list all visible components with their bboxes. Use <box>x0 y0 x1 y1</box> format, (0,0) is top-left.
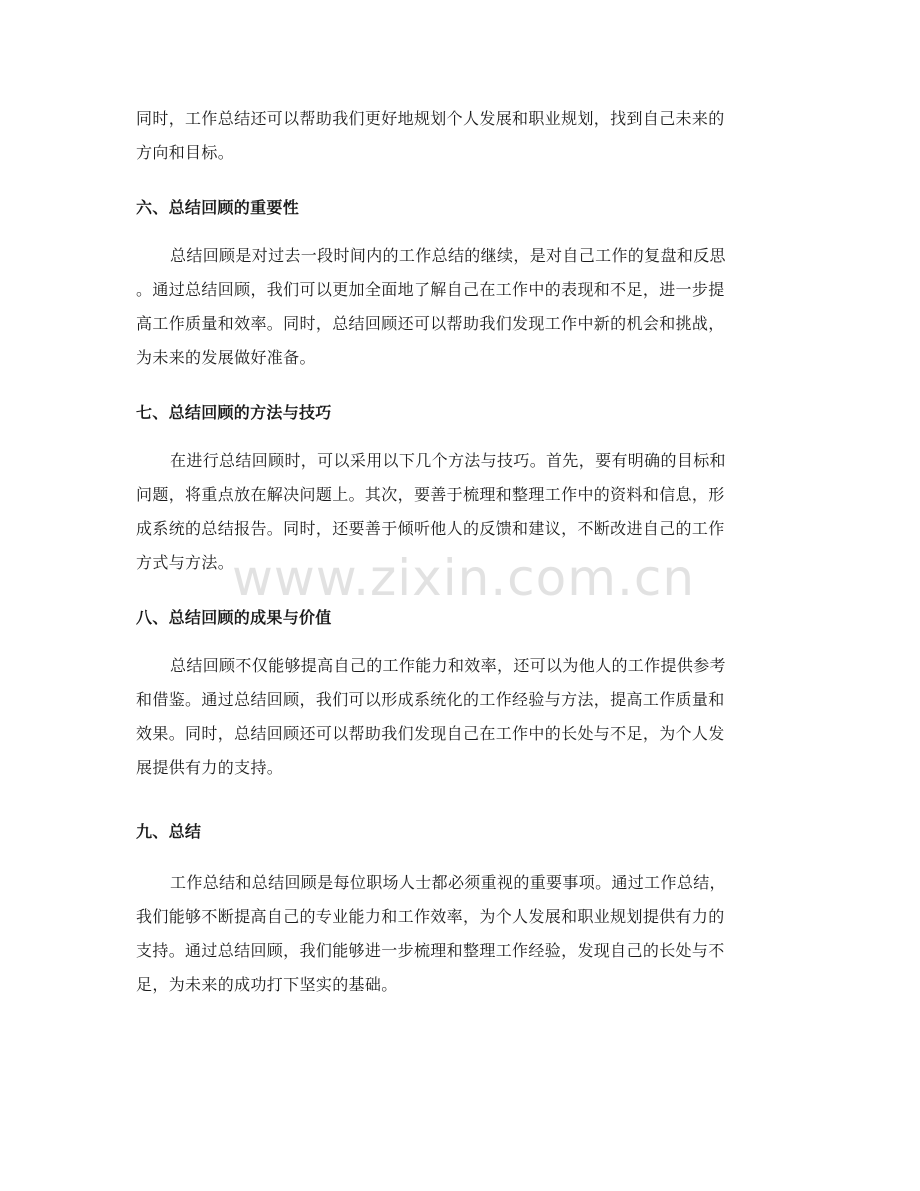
paragraph-line: 。通过总结回顾，我们可以更加全面地了解自己在工作中的表现和不足，进一步提 <box>136 280 725 299</box>
section-7-heading: 七、总结回顾的方法与技巧 <box>136 403 332 422</box>
paragraph-line: 方向和目标。 <box>136 143 235 162</box>
paragraph-line: 为未来的发展做好准备。 <box>136 348 316 367</box>
paragraph-line: 效果。同时，总结回顾还可以帮助我们发现自己在工作中的长处与不足，为个人发 <box>136 724 725 743</box>
section-6-heading: 六、总结回顾的重要性 <box>136 198 300 217</box>
section-8-paragraph <box>136 649 786 785</box>
paragraph-line: 展提供有力的支持。 <box>136 758 284 777</box>
intro-paragraph <box>136 102 786 170</box>
paragraph-line: 总结回顾是对过去一段时间内的工作总结的继续，是对自己工作的复盘和反思 <box>170 246 726 265</box>
paragraph-line: 在进行总结回顾时，可以采用以下几个方法与技巧。首先，要有明确的目标和 <box>170 451 726 470</box>
paragraph-line: 问题，将重点放在解决问题上。其次，要善于梳理和整理工作中的资料和信息，形 <box>136 485 725 504</box>
paragraph-line: 和借鉴。通过总结回顾，我们可以形成系统化的工作经验与方法，提高工作质量和 <box>136 690 725 709</box>
watermark: www.zixin.com.cn <box>232 549 696 607</box>
section-9-paragraph <box>136 866 786 1002</box>
paragraph-line: 工作总结和总结回顾是每位职场人士都必须重视的重要事项。通过工作总结， <box>170 873 726 892</box>
section-8-heading: 八、总结回顾的成果与价值 <box>136 608 332 627</box>
paragraph-line: 我们能够不断提高自己的专业能力和工作效率，为个人发展和职业规划提供有力的 <box>136 907 725 926</box>
section-9-heading: 九、总结 <box>136 822 202 841</box>
paragraph-line: 总结回顾不仅能够提高自己的工作能力和效率，还可以为他人的工作提供参考 <box>170 656 726 675</box>
paragraph-line: 成系统的总结报告。同时，还要善于倾听他人的反馈和建议，不断改进自己的工作 <box>136 519 725 538</box>
paragraph-line: 足，为未来的成功打下坚实的基础。 <box>136 975 398 994</box>
paragraph-line: 高工作质量和效率。同时，总结回顾还可以帮助我们发现工作中新的机会和挑战， <box>136 314 725 333</box>
paragraph-line: 方式与方法。 <box>136 553 235 572</box>
paragraph-line: 同时，工作总结还可以帮助我们更好地规划个人发展和职业规划，找到自己未来的 <box>136 109 725 128</box>
section-6-paragraph <box>136 239 786 375</box>
paragraph-line: 支持。通过总结回顾，我们能够进一步梳理和整理工作经验，发现自己的长处与不 <box>136 941 725 960</box>
section-7-paragraph <box>136 444 786 580</box>
